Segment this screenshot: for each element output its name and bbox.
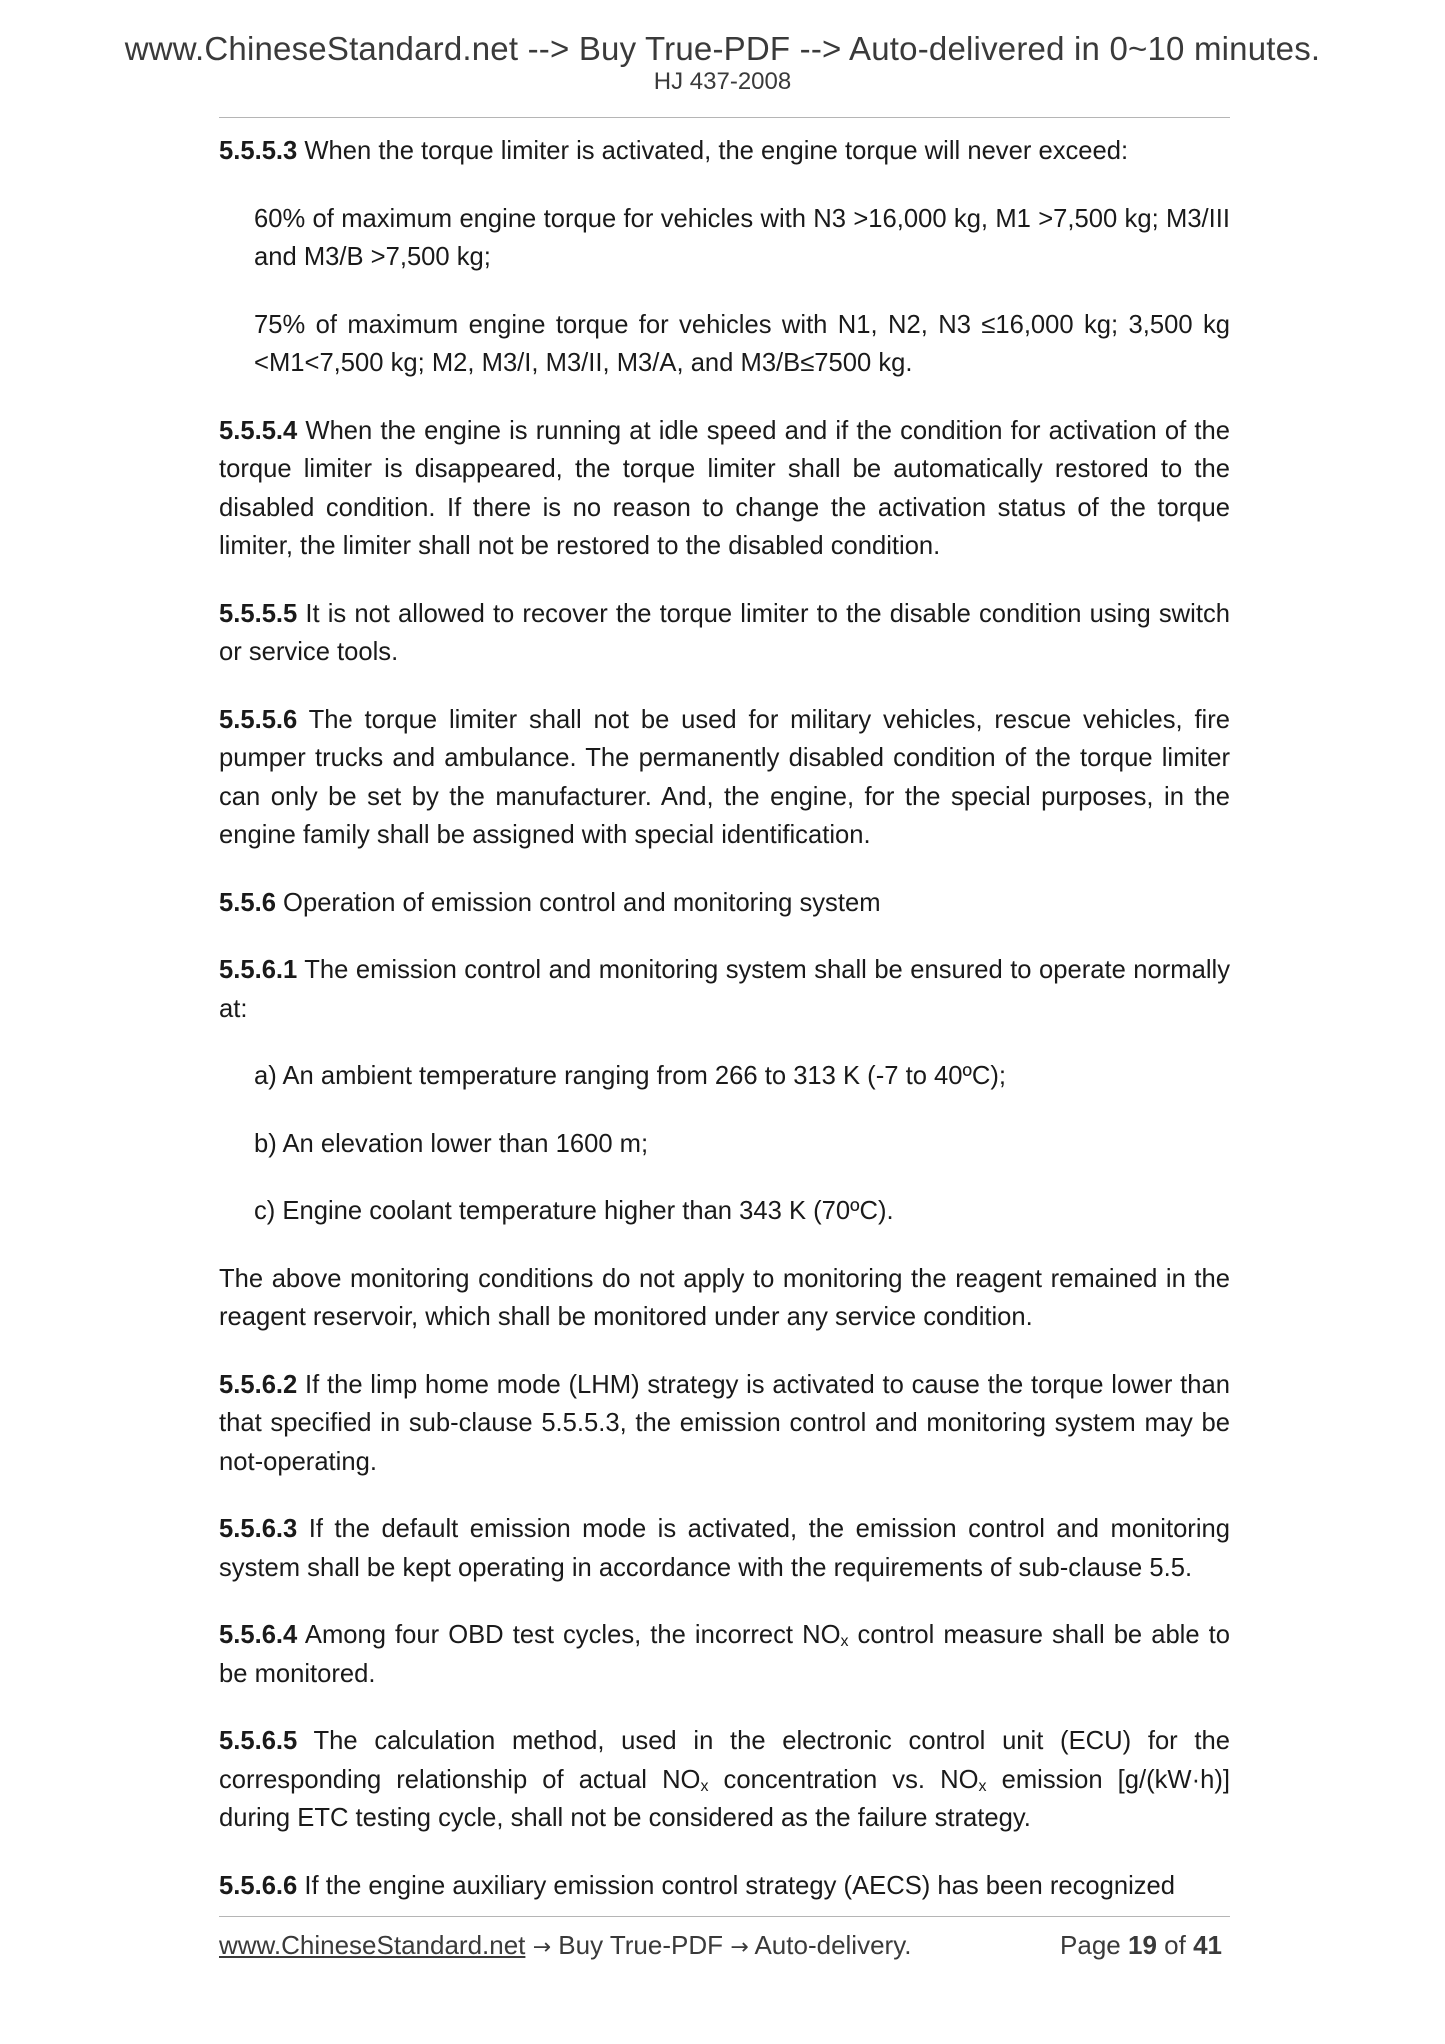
clause-number: 5.5.6 xyxy=(219,888,276,917)
clause-number: 5.5.6.1 xyxy=(219,956,298,984)
clause-text: The emission control and monitoring system shall be ensured to operate normally at: xyxy=(219,956,1230,1023)
page-indicator xyxy=(1060,1930,1222,1961)
clause-text: If the engine auxiliary emission control strategy (AECS) has been recognized xyxy=(297,1871,1176,1900)
clause-text: concentration vs. NO xyxy=(708,1765,979,1794)
of-label: of xyxy=(1164,1930,1186,1960)
clause-5-5-6-2 xyxy=(219,1366,1230,1482)
clause-5-5-6 xyxy=(219,884,1230,923)
clause-5-5-5-3 xyxy=(219,132,1230,171)
top-banner: www.ChineseStandard.net --> Buy True-PDF --> Auto-delivered in 0~10 minutes. xyxy=(124,30,1321,67)
footer-divider xyxy=(219,1916,1230,1917)
right-arrow-icon: → xyxy=(532,1935,552,1960)
clause-text: emission [g/(kW·h)] during ETC testing cycle, shall not be considered as the failure strategy. xyxy=(219,1765,1230,1832)
clause-5-5-5-4 xyxy=(219,412,1230,566)
clause-5-5-6-6 xyxy=(219,1867,1230,1906)
clause-text: If the limp home mode (LHM) strategy is activated to cause the torque lower than that specified in sub-clause 5.5.5.3, the emission control and monitoring system may be not-operating. xyxy=(219,1370,1230,1476)
clause-number: 5.5.6.6 xyxy=(219,1871,298,1900)
clause-text: The torque limiter shall not be used for military vehicles, rescue vehicles, fire pumper trucks and ambulance. The permanently disabled condition of the torque limiter can only be set by the manufacturer. And, the engine, for the special purposes, in the engine family shall be assigned with special identification. xyxy=(219,705,1230,849)
clause-number: 5.5.6.2 xyxy=(219,1370,298,1399)
clause-number: 5.5.6.4 xyxy=(219,1621,298,1649)
clause-text: When the torque limiter is activated, the engine torque will never exceed: xyxy=(297,137,1129,165)
footer-auto-text: Auto-delivery. xyxy=(748,1930,912,1960)
condition-item-c: c) Engine coolant temperature higher than 343 K (70ºC). xyxy=(254,1197,894,1225)
clause-5-5-5-6 xyxy=(219,701,1230,855)
clause-text: Among four OBD test cycles, the incorrect NO xyxy=(297,1621,841,1649)
condition-item-b: b) An elevation lower than 1600 m; xyxy=(254,1129,649,1158)
clause-number: 5.5.6.5 xyxy=(219,1727,298,1755)
torque-limit-60-item: 60% of maximum engine torque for vehicles with N3 >16,000 kg, M1 >7,500 kg; M3/III and M3/B >7,500 kg; xyxy=(254,204,1230,271)
document-body xyxy=(219,132,1230,1934)
page-number: 19 xyxy=(1128,1930,1157,1960)
clause-5-5-6-1 xyxy=(219,951,1230,1028)
clause-5-5-6-5 xyxy=(219,1722,1230,1838)
page-label: Page xyxy=(1060,1930,1121,1960)
subscript: x xyxy=(840,1633,849,1650)
footer-buy-text: Buy True-PDF xyxy=(551,1930,731,1960)
condition-item-a: a) An ambient temperature ranging from 266 to 313 K (-7 to 40ºC); xyxy=(254,1062,1006,1090)
clause-text: If the default emission mode is activated, the emission control and monitoring system shall be kept operating in accordance with the requirements of sub-clause 5.5. xyxy=(219,1515,1230,1582)
footer-site-link[interactable]: www.ChineseStandard.net xyxy=(219,1930,526,1960)
clause-text: Operation of emission control and monitoring system xyxy=(275,888,881,917)
monitoring-note: The above monitoring conditions do not apply to monitoring the reagent remained in the reagent reservoir, which shall be monitored under any service condition. xyxy=(219,1264,1230,1331)
clause-number: 5.5.5.4 xyxy=(219,416,298,445)
clause-5-5-5-5 xyxy=(219,595,1230,672)
clause-number: 5.5.6.3 xyxy=(219,1515,298,1543)
footer-promo xyxy=(219,1930,912,1961)
clause-text: The calculation method, used in the electronic control unit (ECU) for the corresponding relationship of actual NO xyxy=(219,1727,1230,1794)
subscript: x xyxy=(978,1777,987,1795)
torque-limit-75-item: 75% of maximum engine torque for vehicles with N1, N2, N3 ≤16,000 kg; 3,500 kg <M1<7,500 kg; M2, M3/I, M3/II, M3/A, and M3/B≤7500 kg. xyxy=(254,310,1230,377)
clause-number: 5.5.5.3 xyxy=(219,137,298,165)
header-divider xyxy=(219,117,1230,118)
clause-number: 5.5.5.5 xyxy=(219,599,298,628)
clause-5-5-6-4 xyxy=(219,1616,1230,1693)
clause-number: 5.5.5.6 xyxy=(219,705,298,734)
clause-5-5-6-3 xyxy=(219,1510,1230,1587)
clause-text: control measure shall be able to be monitored. xyxy=(219,1621,1230,1688)
page-total: 41 xyxy=(1193,1930,1222,1960)
subscript: x xyxy=(700,1777,709,1795)
clause-text: It is not allowed to recover the torque limiter to the disable condition using switch or service tools. xyxy=(219,599,1230,666)
document-code: HJ 437-2008 xyxy=(653,68,792,95)
clause-text: When the engine is running at idle speed and if the condition for activation of the torque limiter is disappeared, the torque limiter shall be automatically restored to the disabled condition. If there is no reason to change the activation status of the torque limiter, the limiter shall not be restored to the disabled condition. xyxy=(219,416,1230,560)
right-arrow-icon: → xyxy=(730,1935,749,1960)
